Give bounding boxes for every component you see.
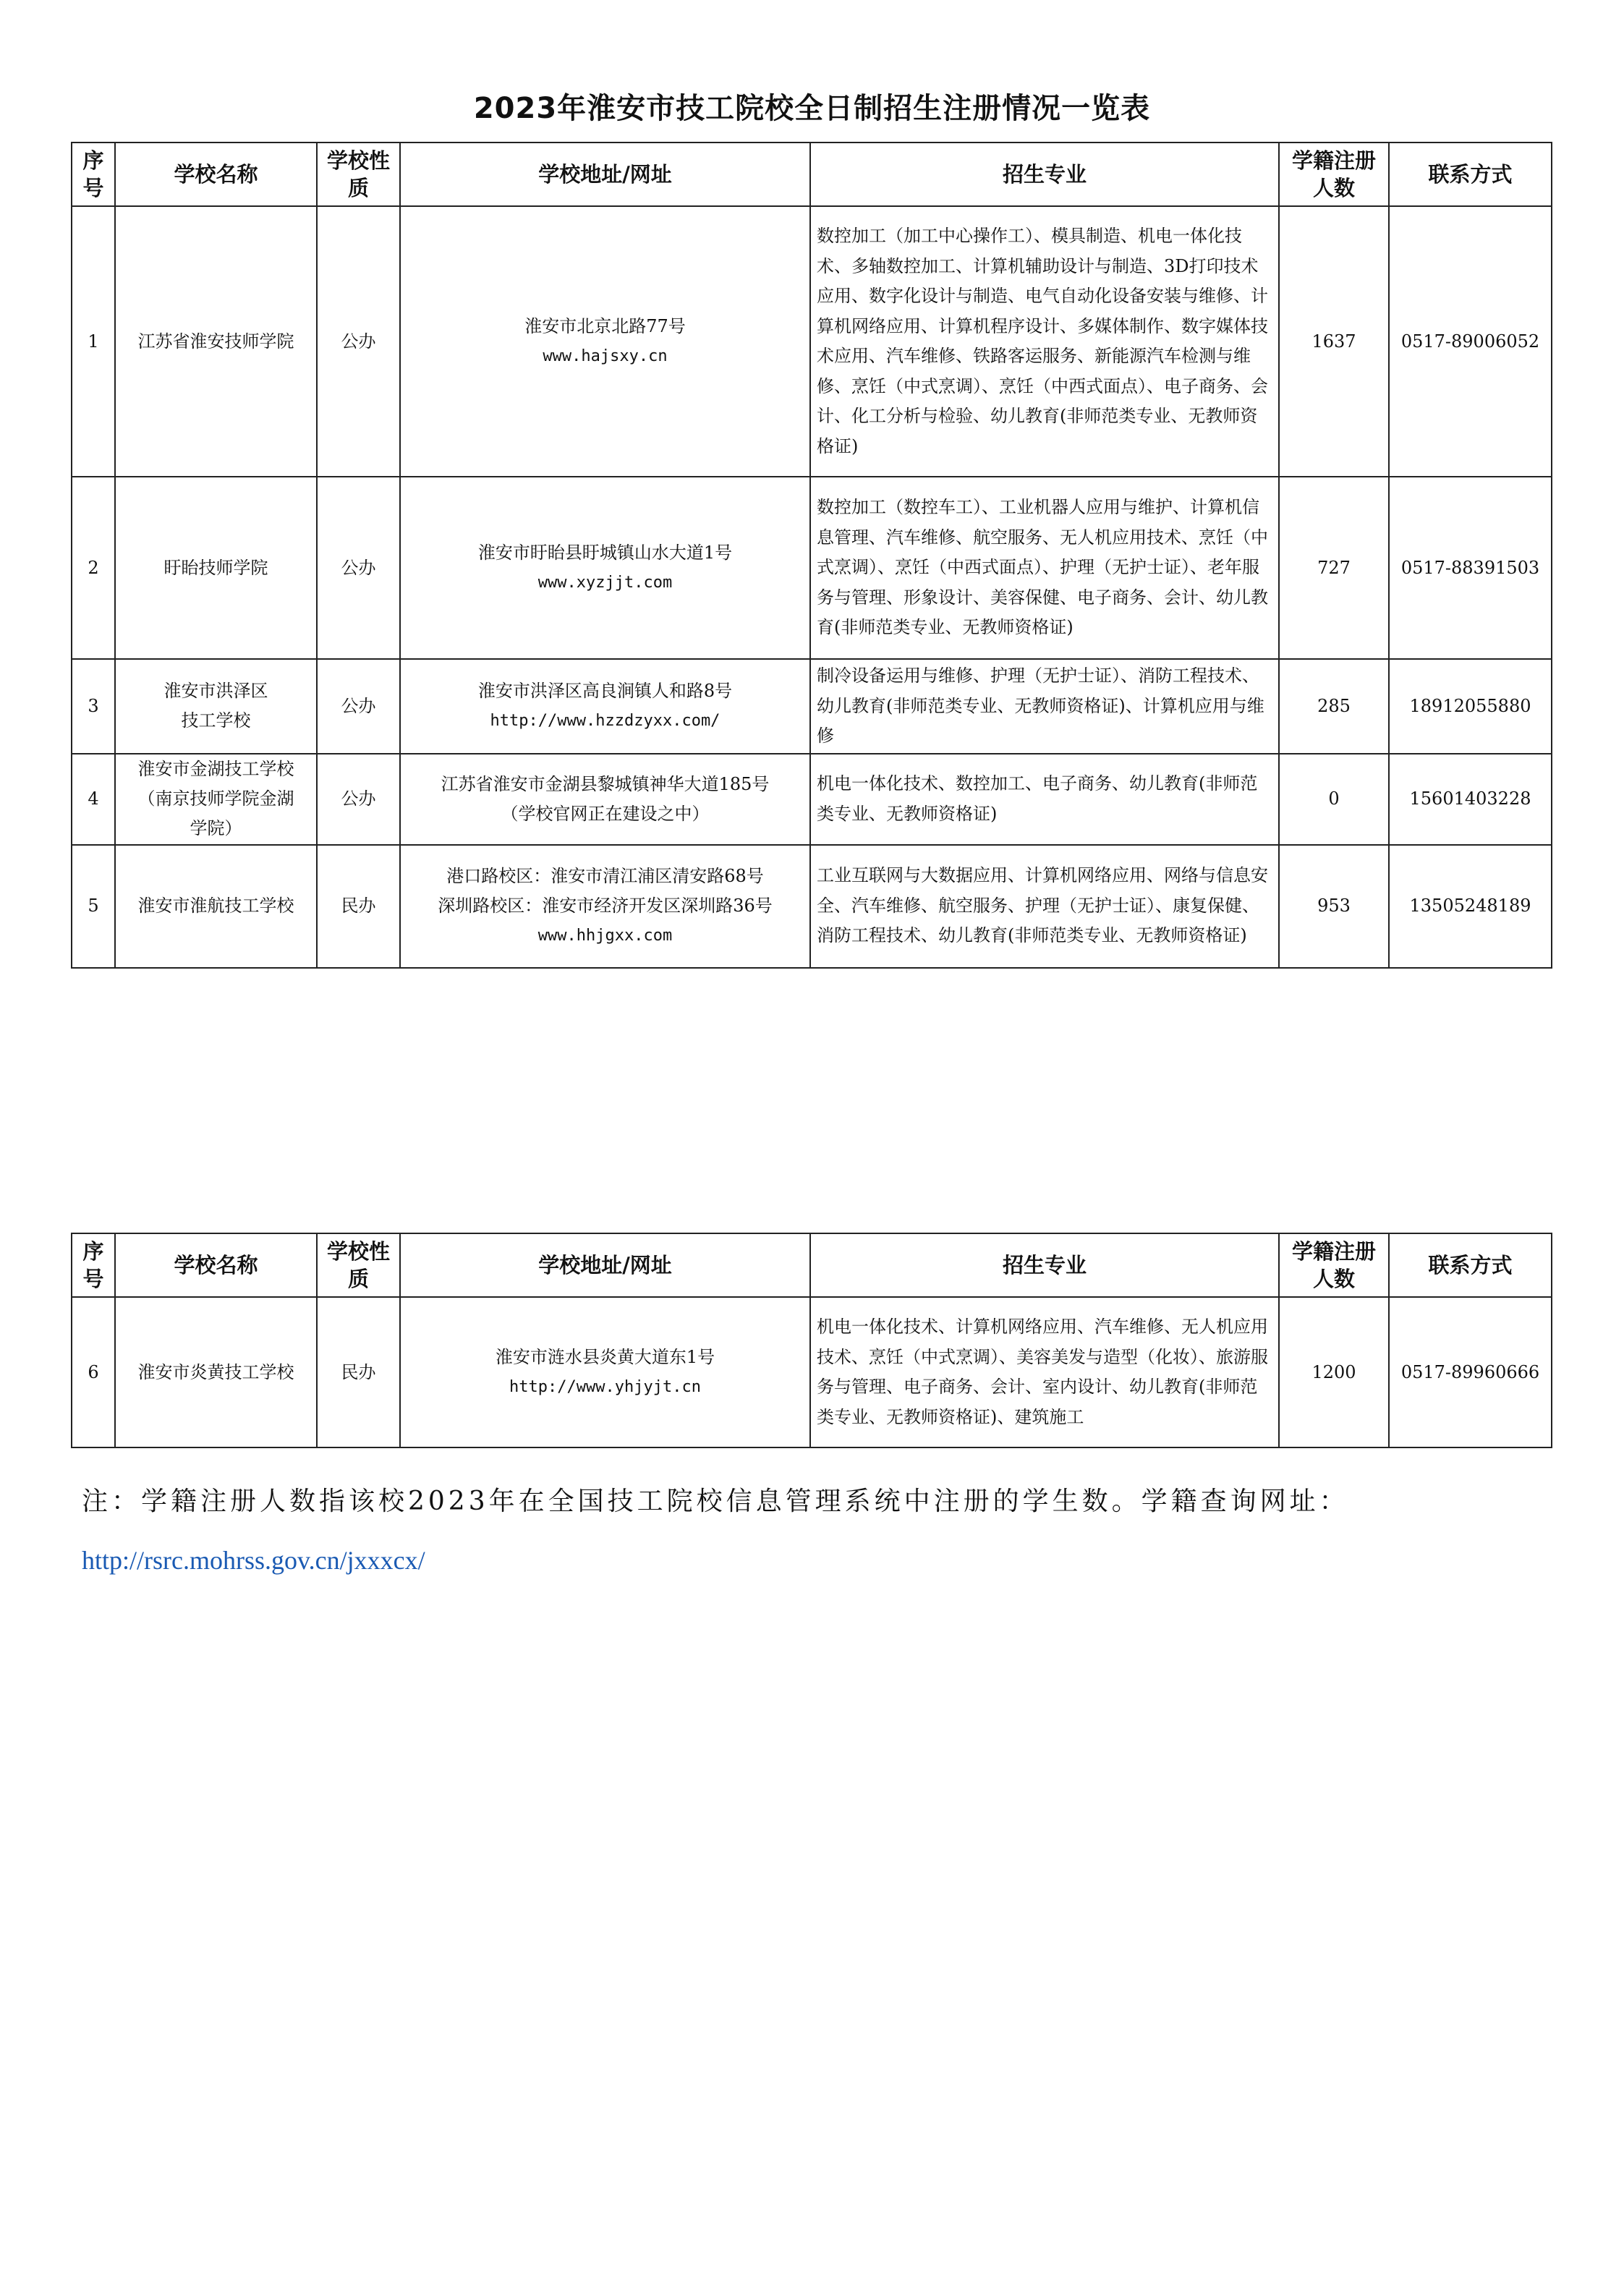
table-row xyxy=(72,1297,1552,1447)
majors-list: 机电一体化技术、数控加工、电子商务、幼儿教育(非师范类专业、无教师资格证) xyxy=(810,754,1279,845)
header-count: 学籍注册人数 xyxy=(1279,1233,1389,1297)
table-row xyxy=(72,659,1552,754)
school-address xyxy=(400,1297,810,1447)
address-text: 淮安市涟水县炎黄大道东1号 xyxy=(495,1347,715,1367)
header-address: 学校地址/网址 xyxy=(400,143,810,206)
school-name: 淮安市炎黄技工学校 xyxy=(115,1297,317,1447)
header-contact: 联系方式 xyxy=(1389,143,1552,206)
school-url[interactable]: http://www.yhjyjt.cn xyxy=(509,1378,701,1396)
header-majors: 招生专业 xyxy=(810,1233,1279,1297)
school-address xyxy=(400,206,810,477)
school-type: 民办 xyxy=(317,845,400,968)
header-address: 学校地址/网址 xyxy=(400,1233,810,1297)
school-name xyxy=(115,754,317,845)
school-name-line: （南京技师学院金湖 xyxy=(137,788,294,809)
address-text: 淮安市洪泽区高良涧镇人和路8号 xyxy=(477,681,733,702)
enrollment-table-page-1 xyxy=(71,142,1552,969)
address-text: 深圳路校区：淮安市经济开发区深圳路36号 xyxy=(438,896,773,916)
address-text: 江苏省淮安市金湖县黎城镇神华大道185号 xyxy=(441,773,770,794)
address-text: 淮安市北京北路77号 xyxy=(524,316,686,336)
row-no: 6 xyxy=(72,1297,115,1447)
school-name xyxy=(115,659,317,754)
header-no: 序号 xyxy=(72,1233,115,1297)
contact-phone: 0517-89960666 xyxy=(1389,1297,1552,1447)
contact-phone: 15601403228 xyxy=(1389,754,1552,845)
contact-phone: 0517-88391503 xyxy=(1389,477,1552,659)
table-header-row xyxy=(72,143,1552,206)
school-type: 公办 xyxy=(317,754,400,845)
contact-phone: 13505248189 xyxy=(1389,845,1552,968)
school-name: 盱眙技师学院 xyxy=(115,477,317,659)
table-header-row xyxy=(72,1233,1552,1297)
row-no: 4 xyxy=(72,754,115,845)
registered-count: 0 xyxy=(1279,754,1389,845)
header-name: 学校名称 xyxy=(115,1233,317,1297)
contact-phone: 18912055880 xyxy=(1389,659,1552,754)
row-no: 2 xyxy=(72,477,115,659)
majors-list: 数控加工（加工中心操作工）、模具制造、机电一体化技术、多轴数控加工、计算机辅助设计与制造、3D打印技术应用、数字化设计与制造、电气自动化设备安装与维修、计算机网络应用、计算机程序设计、多媒体制作、数字媒体技术应用、汽车维修、铁路客运服务、新能源汽车检测与维修、烹饪（中式烹调）、烹饪（中西式面点）、电子商务、会计、化工分析与检验、幼儿教育(非师范类专业、无教师资格证) xyxy=(810,206,1279,477)
row-no: 3 xyxy=(72,659,115,754)
school-name-line: 技工学校 xyxy=(181,710,251,731)
table-row xyxy=(72,206,1552,477)
query-link[interactable]: http://rsrc.mohrss.gov.cn/jxxxcx/ xyxy=(82,1546,425,1575)
footnote: 注：学籍注册人数指该校2023年在全国技工院校信息管理系统中注册的学生数。学籍查询网址： xyxy=(82,1487,1349,1516)
registered-count: 1200 xyxy=(1279,1297,1389,1447)
school-address xyxy=(400,477,810,659)
page-title: 2023年淮安市技工院校全日制招生注册情况一览表 xyxy=(473,92,1151,125)
school-name-line: 淮安市金湖技工学校 xyxy=(137,759,294,779)
school-type: 公办 xyxy=(317,477,400,659)
row-no: 1 xyxy=(72,206,115,477)
school-type: 民办 xyxy=(317,1297,400,1447)
table-row xyxy=(72,845,1552,968)
majors-list: 机电一体化技术、计算机网络应用、汽车维修、无人机应用技术、烹饪（中式烹调）、美容美发与造型（化妆）、旅游服务与管理、电子商务、会计、室内设计、幼儿教育(非师范类专业、无教师资格证)、建筑施工 xyxy=(810,1297,1279,1447)
school-url[interactable]: http://www.hzzdzyxx.com/ xyxy=(490,712,720,731)
registered-count: 727 xyxy=(1279,477,1389,659)
school-name: 淮安市淮航技工学校 xyxy=(115,845,317,968)
school-name: 江苏省淮安技师学院 xyxy=(115,206,317,477)
header-type: 学校性质 xyxy=(317,143,400,206)
table-row xyxy=(72,477,1552,659)
contact-phone: 0517-89006052 xyxy=(1389,206,1552,477)
majors-list: 制冷设备运用与维修、护理（无护士证）、消防工程技术、幼儿教育(非师范类专业、无教师资格证)、计算机应用与维修 xyxy=(810,659,1279,754)
registered-count: 285 xyxy=(1279,659,1389,754)
school-type: 公办 xyxy=(317,659,400,754)
address-text: 淮安市盱眙县盱城镇山水大道1号 xyxy=(477,543,733,563)
header-count: 学籍注册人数 xyxy=(1279,143,1389,206)
school-address xyxy=(400,659,810,754)
majors-list: 工业互联网与大数据应用、计算机网络应用、网络与信息安全、汽车维修、航空服务、护理（无护士证）、康复保健、消防工程技术、幼儿教育(非师范类专业、无教师资格证) xyxy=(810,845,1279,968)
header-majors: 招生专业 xyxy=(810,143,1279,206)
header-no: 序号 xyxy=(72,143,115,206)
majors-list: 数控加工（数控车工）、工业机器人应用与维护、计算机信息管理、汽车维修、航空服务、无人机应用技术、烹饪（中式烹调）、烹饪（中西式面点）、护理（无护士证）、老年服务与管理、形象设计、美容保健、电子商务、会计、幼儿教育(非师范类专业、无教师资格证) xyxy=(810,477,1279,659)
school-url[interactable]: www.hhjgxx.com xyxy=(537,927,673,945)
registered-count: 953 xyxy=(1279,845,1389,968)
header-name: 学校名称 xyxy=(115,143,317,206)
address-text: 港口路校区：淮安市清江浦区清安路68号 xyxy=(446,866,764,886)
header-contact: 联系方式 xyxy=(1389,1233,1552,1297)
school-name-line: 淮安市洪泽区 xyxy=(163,681,268,702)
school-name-line: 学院） xyxy=(190,818,242,838)
school-url[interactable]: www.hajsxy.cn xyxy=(543,347,668,365)
registered-count: 1637 xyxy=(1279,206,1389,477)
table-row xyxy=(72,754,1552,845)
school-url[interactable]: www.xyzjjt.com xyxy=(537,574,673,592)
school-address xyxy=(400,754,810,845)
row-no: 5 xyxy=(72,845,115,968)
school-address xyxy=(400,845,810,968)
enrollment-table-page-2 xyxy=(71,1233,1552,1448)
header-type: 学校性质 xyxy=(317,1233,400,1297)
school-type: 公办 xyxy=(317,206,400,477)
website-status: （学校官网正在建设之中） xyxy=(501,803,710,824)
